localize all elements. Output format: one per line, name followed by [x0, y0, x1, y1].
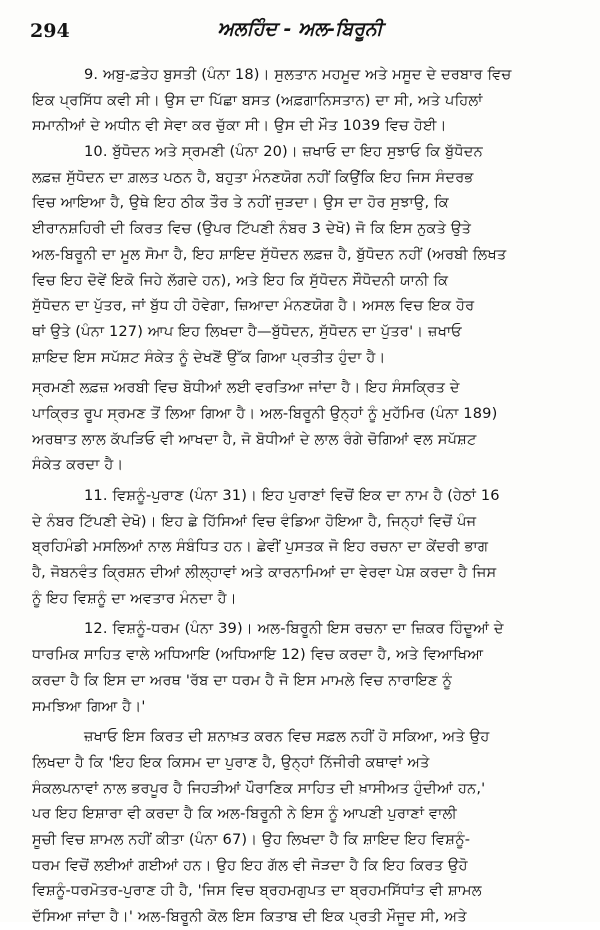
- text-line: ਸੰਕਲਪਨਾਵਾਂ ਨਾਲ ਭਰਪੂਰ ਹੈ ਜਿਹੜੀਆਂ ਪੌਰਾਣਿਕ ਸਾਹਿਤ ਦੀ ਖ਼ਾਸੀਅਤ ਹੁੰਦੀਆਂ ਹਨ,': [32, 779, 486, 797]
- text-line: ਧਰਮ ਵਿਚੋਂ ਲਈਆਂ ਗਈਆਂ ਹਨ। ਉਹ ਇਹ ਗੱਲ ਵੀ ਜੋੜਦਾ ਹੈ ਕਿ ਇਹ ਕਿਰਤ ਉਹੋ: [32, 856, 468, 874]
- text-line: ਜ਼ਖਾਓ ਇਸ ਕਿਰਤ ਦੀ ਸ਼ਨਾਖ਼ਤ ਕਰਨ ਵਿਚ ਸਫ਼ਲ ਨਹੀਂ ਹੋ ਸਕਿਆ, ਅਤੇ ਉਹ: [84, 728, 490, 746]
- text-line: ਸਮਾਨੀਆਂ ਦੇ ਅਧੀਨ ਵੀ ਸੇਵਾ ਕਰ ਚੁੱਕਾ ਸੀ। ਉਸ ਦੀ ਮੌਤ 1039 ਵਿਚ ਹੋਈ।: [32, 117, 447, 135]
- text-line: ਸੂਚੀ ਵਿਚ ਸ਼ਾਮਲ ਨਹੀਂ ਕੀਤਾ (ਪੰਨਾ 67)। ਉਹ ਲਿਖਦਾ ਹੈ ਕਿ ਸ਼ਾਇਦ ਇਹ ਵਿਸ਼ਨੂੰ-: [32, 830, 471, 848]
- text-line: ਸੁੱਧੋਦਨ ਦਾ ਪੁੱਤਰ, ਜਾਂ ਬੁੱਧ ਹੀ ਹੋਵੇਗਾ, ਜ਼ਿਆਦਾ ਮੰਨਣਯੋਗ ਹੈ। ਅਸਲ ਵਿਚ ਇਕ ਹੋਰ: [32, 297, 475, 315]
- text-line: 11. ਵਿਸ਼ਨੂੰ-ਪੁਰਾਣ (ਪੰਨਾ 31)। ਇਹ ਪੁਰਾਣਾਂ ਵਿਚੋਂ ਇਕ ਦਾ ਨਾਮ ਹੈ (ਹੇਠਾਂ 16: [84, 487, 500, 504]
- page-number: 294: [30, 20, 70, 42]
- text-line: ਈਰਾਨਸ਼ਹਿਰੀ ਦੀ ਕਿਰਤ ਵਿਚ (ਉਪਰ ਟਿੱਪਣੀ ਨੰਬਰ 3 ਦੇਖੋ) ਜੋ ਕਿ ਇਸ ਨੁਕਤੇ ਉਤੇ: [32, 220, 472, 238]
- body-text: [32, 62, 580, 930]
- text-line: ਅਲ-ਬਿਰੂਨੀ ਦਾ ਮੂਲ ਸੋਮਾ ਹੈ, ਇਹ ਸ਼ਾਇਦ ਸੁੱਧੋਦਨ ਲਫ਼ਜ਼ ਹੈ, ਬੁੱਧੋਦਨ ਨਹੀਂ (ਅਰਬੀ ਲਿਖਤ: [32, 245, 507, 263]
- text-line: ਵਿਸ਼ਨੂੰ-ਧਰਮੋਤਰ-ਪੁਰਾਣ ਹੀ ਹੈ, 'ਜਿਸ ਵਿਚ ਬ੍ਰਹਮਗੁਪਤ ਦਾ ਬ੍ਰਹਮਸਿੱਧਾਂਤ ਵੀ ਸ਼ਾਮਲ: [32, 882, 482, 900]
- running-title: ਅਲਹਿੰਦ - ਅਲ-ਬਿਰੂਨੀ: [217, 18, 383, 40]
- text-line: ਅਰਥਾਤ ਲਾਲ ਕੱਪੜਿਓ ਵੀ ਆਖਦਾ ਹੈ, ਜੋ ਬੋਧੀਆਂ ਦੇ ਲਾਲ ਰੰਗੇ ਚੋਗਿਆਂ ਵਲ ਸਪੱਸ਼ਟ: [32, 430, 477, 448]
- text-line: 9. ਅਬੁ-ਫ਼ਤੇਹ ਬੁਸਤੀ (ਪੰਨਾ 18)। ਸੁਲਤਾਨ ਮਹਮੂਦ ਅਤੇ ਮਸੂਦ ਦੇ ਦਰਬਾਰ ਵਿਚ: [84, 66, 512, 83]
- text-line: ਧਾਰਮਿਕ ਸਾਹਿਤ ਵਾਲੇ ਅਧਿਆਇ (ਅਧਿਆਇ 12) ਵਿਚ ਕਰਦਾ ਹੈ, ਅਤੇ ਵਿਆਖਿਆ: [32, 646, 484, 664]
- text-line: ਥਾਂ ਉਤੇ (ਪੰਨਾ 127) ਆਪ ਇਹ ਲਿਖਦਾ ਹੈ—ਬੁੱਧੋਦਨ, ਸੁੱਧੋਦਨ ਦਾ ਪੁੱਤਰ'। ਜ਼ਖਾਓ: [32, 322, 462, 340]
- text-line: 10. ਬੁੱਧੋਦਨ ਅਤੇ ਸ੍ਰਮਣੀ (ਪੰਨਾ 20)। ਜ਼ਖਾਓ ਦਾ ਇਹ ਸੁਝਾਓ ਕਿ ਬੁੱਧੋਦਨ: [84, 143, 483, 161]
- text-line: ਲਿਖਦਾ ਹੈ ਕਿ 'ਇਹ ਇਕ ਕਿਸਮ ਦਾ ਪੁਰਾਣ ਹੈ, ਉਨ੍ਹਾਂ ਨਿੱਜੀਰੀ ਕਥਾਵਾਂ ਅਤੇ: [32, 753, 430, 771]
- text-line: ਦੱਸਿਆ ਜਾਂਦਾ ਹੈ।' ਅਲ-ਬਿਰੂਨੀ ਕੋਲ ਇਸ ਕਿਤਾਬ ਦੀ ਇਕ ਪ੍ਰਤੀ ਮੌਜੂਦ ਸੀ, ਅਤੇ: [32, 908, 467, 925]
- text-line: 12. ਵਿਸ਼ਨੂੰ-ਧਰਮ (ਪੰਨਾ 39)। ਅਲ-ਬਿਰੂਨੀ ਇਸ ਰਚਨਾ ਦਾ ਜ਼ਿਕਰ ਹਿੰਦੂਆਂ ਦੇ: [84, 620, 504, 638]
- text-line: ਸਮਝਿਆ ਗਿਆ ਹੈ।': [32, 697, 146, 715]
- text-line: ਸੰਕੇਤ ਕਰਦਾ ਹੈ।: [32, 456, 124, 474]
- text-line: ਲਫ਼ਜ਼ ਸੁੱਧੋਦਨ ਦਾ ਗ਼ਲਤ ਪਠਨ ਹੈ, ਬਹੁਤਾ ਮੰਨਣਯੋਗ ਨਹੀਂ ਕਿਉਂਕਿ ਇਹ ਜਿਸ ਸੰਦਰਭ: [32, 168, 474, 186]
- text-line: ਇਕ ਪ੍ਰਸਿੱਧ ਕਵੀ ਸੀ। ਉਸ ਦਾ ਪਿੱਛਾ ਬਸਤ (ਅਫ਼ਗਾਨਿਸਤਾਨ) ਦਾ ਸੀ, ਅਤੇ ਪਹਿਲਾਂ: [32, 91, 483, 109]
- page-header: [30, 18, 570, 50]
- text-line: ਬ੍ਰਹਿਮੰਡੀ ਮਸਲਿਆਂ ਨਾਲ ਸੰਬੰਧਿਤ ਹਨ। ਛੇਵੀਂ ਪੁਸਤਕ ਜੋ ਇਹ ਰਚਨਾ ਦਾ ਕੇਂਦਰੀ ਭਾਗ: [32, 538, 489, 556]
- text-line: ਨੂੰ ਇਹ ਵਿਸ਼ਨੂੰ ਦਾ ਅਵਤਾਰ ਮੰਨਦਾ ਹੈ।: [32, 589, 237, 607]
- text-line: ਸ਼ਾਇਦ ਇਸ ਸਪੱਸ਼ਟ ਸੰਕੇਤ ਨੂੰ ਦੇਖਣੋਂ ਉੱਕ ਗਿਆ ਪ੍ਰਤੀਤ ਹੁੰਦਾ ਹੈ।: [32, 348, 386, 366]
- text-line: ਪਰ ਇਹ ਇਸ਼ਾਰਾ ਵੀ ਕਰਦਾ ਹੈ ਕਿ ਅਲ-ਬਿਰੂਨੀ ਨੇ ਇਸ ਨੂੰ ਆਪਣੀ ਪੁਰਾਣਾਂ ਵਾਲੀ: [32, 805, 457, 823]
- text-line: ਵਿਚ ਆਇਆ ਹੈ, ਉਥੇ ਇਹ ਠੀਕ ਤੌਰ ਤੇ ਨਹੀਂ ਜੁੜਦਾ। ਉਸ ਦਾ ਹੋਰ ਸੁਝਾਉ, ਕਿ: [32, 194, 449, 212]
- text-line: ਪਾਕ੍ਰਿਤ ਰੂਪ ਸ੍ਰਮਣ ਤੋਂ ਲਿਆ ਗਿਆ ਹੈ। ਅਲ-ਬਿਰੂਨੀ ਉਨ੍ਹਾਂ ਨੂੰ ਮੁਹੱਮਿਰ (ਪੰਨਾ 189): [32, 404, 498, 422]
- text-line: ਸ੍ਰਮਣੀ ਲਫ਼ਜ਼ ਅਰਬੀ ਵਿਚ ਬੋਧੀਆਂ ਲਈ ਵਰਤਿਆ ਜਾਂਦਾ ਹੈ। ਇਹ ਸੰਸਕ੍ਰਿਤ ਦੇ: [32, 379, 460, 397]
- text-line: ਦੇ ਨੰਬਰ ਟਿੱਪਣੀ ਦੇਖੋ)। ਇਹ ਛੇ ਹਿੱਸਿਆਂ ਵਿਚ ਵੰਡਿਆ ਹੋਇਆ ਹੈ, ਜਿਨ੍ਹਾਂ ਵਿਚੋਂ ਪੰਜ: [32, 512, 477, 530]
- text-line: ਕਰਦਾ ਹੈ ਕਿ ਇਸ ਦਾ ਅਰਥ 'ਰੱਬ ਦਾ ਧਰਮ ਹੈ ਜੋ ਇਸ ਮਾਮਲੇ ਵਿਚ ਨਾਰਾਇਣ ਨੂੰ: [32, 671, 453, 689]
- text-line: ਹੈ, ਜੋਬਨਵੰਤ ਕ੍ਰਿਸ਼ਨ ਦੀਆਂ ਲੀਲ੍ਹਾਵਾਂ ਅਤੇ ਕਾਰਨਾਮਿਆਂ ਦਾ ਵੇਰਵਾ ਪੇਸ਼ ਕਰਦਾ ਹੈ ਜਿਸ: [32, 564, 497, 582]
- text-line: ਵਿਚ ਇਹ ਦੋਵੇਂ ਇਕੋ ਜਿਹੇ ਲੱਗਦੇ ਹਨ), ਅਤੇ ਇਹ ਕਿ ਸੁੱਧੋਦਨ ਸੌਧੋਦਨੀ ਯਾਨੀ ਕਿ: [32, 271, 449, 289]
